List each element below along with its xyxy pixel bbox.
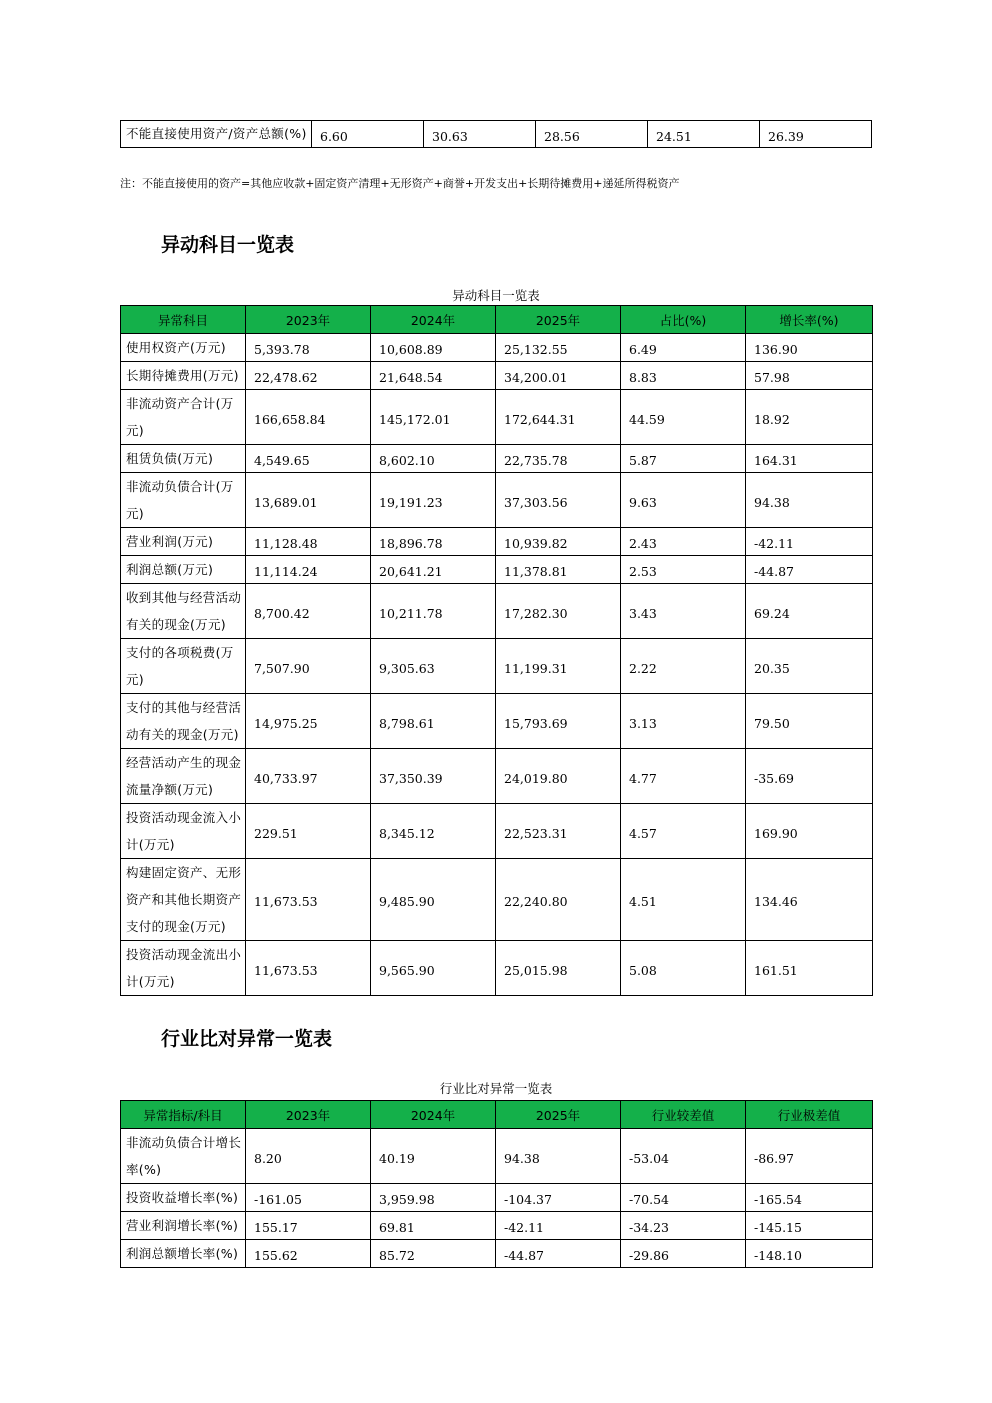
cell-value: 18,896.78 [371, 528, 496, 556]
table-row [121, 362, 873, 390]
cell-value: 8,700.42 [246, 584, 371, 639]
row-label: 投资活动现金流出小计(万元) [121, 941, 246, 996]
column-header: 行业极差值 [746, 1101, 873, 1129]
row-label: 投资活动现金流入小计(万元) [121, 804, 246, 859]
cell-value: 15,793.69 [496, 694, 621, 749]
column-header: 2025年 [496, 1101, 621, 1129]
cell-value: 164.31 [746, 445, 873, 473]
row-label: 利润总额(万元) [121, 556, 246, 584]
cell-value: -104.37 [496, 1184, 621, 1212]
cell-value: 11,673.53 [246, 941, 371, 996]
cell-value: 8,798.61 [371, 694, 496, 749]
column-header: 增长率(%) [746, 306, 873, 334]
cell-value: 8,345.12 [371, 804, 496, 859]
cell-value: 28.56 [536, 121, 648, 148]
cell-value: 5,393.78 [246, 334, 371, 362]
cell-value: 229.51 [246, 804, 371, 859]
table-row [121, 473, 873, 528]
row-label: 营业利润增长率(%) [121, 1212, 246, 1240]
cell-value: 37,350.39 [371, 749, 496, 804]
cell-value: 10,211.78 [371, 584, 496, 639]
row-label: 使用权资产(万元) [121, 334, 246, 362]
cell-value: -42.11 [496, 1212, 621, 1240]
row-label: 构建固定资产、无形资产和其他长期资产支付的现金(万元) [121, 859, 246, 941]
column-header: 2023年 [246, 1101, 371, 1129]
cell-value: 11,199.31 [496, 639, 621, 694]
row-label: 经营活动产生的现金流量净额(万元) [121, 749, 246, 804]
cell-value: 69.81 [371, 1212, 496, 1240]
cell-value: 6.49 [621, 334, 746, 362]
cell-value: 34,200.01 [496, 362, 621, 390]
cell-value: 25,132.55 [496, 334, 621, 362]
cell-value: 22,735.78 [496, 445, 621, 473]
cell-value: 94.38 [496, 1129, 621, 1184]
table-row [121, 121, 872, 148]
cell-value: 79.50 [746, 694, 873, 749]
cell-value: -44.87 [746, 556, 873, 584]
cell-value: 11,378.81 [496, 556, 621, 584]
cell-value: 2.53 [621, 556, 746, 584]
cell-value: 7,507.90 [246, 639, 371, 694]
cell-value: 25,015.98 [496, 941, 621, 996]
table-row [121, 1129, 873, 1184]
cell-value: 134.46 [746, 859, 873, 941]
table-row [121, 749, 873, 804]
cell-value: 13,689.01 [246, 473, 371, 528]
table-caption: 行业比对异常一览表 [439, 1081, 553, 1096]
table-row [121, 445, 873, 473]
row-label: 利润总额增长率(%) [121, 1240, 246, 1268]
row-label: 支付的各项税费(万元) [121, 639, 246, 694]
column-header: 行业较差值 [621, 1101, 746, 1129]
cell-value: 5.87 [621, 445, 746, 473]
cell-value: -34.23 [621, 1212, 746, 1240]
cell-value: 9,565.90 [371, 941, 496, 996]
row-label: 营业利润(万元) [121, 528, 246, 556]
cell-value: 18.92 [746, 390, 873, 445]
row-label: 非流动负债合计增长率(%) [121, 1129, 246, 1184]
table-row [121, 584, 873, 639]
cell-value: 24.51 [648, 121, 760, 148]
cell-value: 44.59 [621, 390, 746, 445]
cell-value: 20.35 [746, 639, 873, 694]
cell-value: 3,959.98 [371, 1184, 496, 1212]
cell-value: 40,733.97 [246, 749, 371, 804]
cell-value: 17,282.30 [496, 584, 621, 639]
table-row [121, 694, 873, 749]
cell-value: 14,975.25 [246, 694, 371, 749]
cell-value: 4,549.65 [246, 445, 371, 473]
cell-value: 37,303.56 [496, 473, 621, 528]
cell-value: 155.17 [246, 1212, 371, 1240]
cell-value: 24,019.80 [496, 749, 621, 804]
cell-value: -42.11 [746, 528, 873, 556]
table-row [121, 639, 873, 694]
column-header: 2025年 [496, 306, 621, 334]
cell-value: 21,648.54 [371, 362, 496, 390]
cell-value: -44.87 [496, 1240, 621, 1268]
cell-value: 172,644.31 [496, 390, 621, 445]
section-heading: 行业比对异常一览表 [161, 1028, 333, 1050]
cell-value: 20,641.21 [371, 556, 496, 584]
cell-value: 22,523.31 [496, 804, 621, 859]
cell-value: -35.69 [746, 749, 873, 804]
cell-value: 2.22 [621, 639, 746, 694]
cell-value: -165.54 [746, 1184, 873, 1212]
cell-value: 40.19 [371, 1129, 496, 1184]
cell-value: 11,128.48 [246, 528, 371, 556]
row-label: 长期待摊费用(万元) [121, 362, 246, 390]
cell-value: 8,602.10 [371, 445, 496, 473]
table-caption: 异动科目一览表 [452, 288, 540, 303]
column-header: 2024年 [371, 1101, 496, 1129]
cell-value: 30.63 [424, 121, 536, 148]
table-row [121, 556, 873, 584]
cell-value: 3.13 [621, 694, 746, 749]
table-row [121, 941, 873, 996]
table-row [121, 1212, 873, 1240]
column-header: 占比(%) [621, 306, 746, 334]
cell-value: 161.51 [746, 941, 873, 996]
column-header: 2024年 [371, 306, 496, 334]
cell-value: 8.20 [246, 1129, 371, 1184]
column-header: 异常科目 [121, 306, 246, 334]
section-heading: 异动科目一览表 [161, 234, 295, 256]
table-row [121, 804, 873, 859]
cell-value: 94.38 [746, 473, 873, 528]
cell-value: 3.43 [621, 584, 746, 639]
row-label: 收到其他与经营活动有关的现金(万元) [121, 584, 246, 639]
industry-comparison-table [120, 1100, 873, 1268]
cell-value: -86.97 [746, 1129, 873, 1184]
table-row [121, 390, 873, 445]
cell-value: 155.62 [246, 1240, 371, 1268]
cell-value: 8.83 [621, 362, 746, 390]
cell-value: 4.77 [621, 749, 746, 804]
cell-value: 19,191.23 [371, 473, 496, 528]
table-row [121, 859, 873, 941]
cell-value: 26.39 [760, 121, 872, 148]
footnote: 注：不能直接使用的资产=其他应收款+固定资产清理+无形资产+商誉+开发支出+长期待摊费用+递延所得税资产 [120, 177, 680, 190]
cell-value: 2.43 [621, 528, 746, 556]
column-header: 2023年 [246, 306, 371, 334]
cell-value: 10,608.89 [371, 334, 496, 362]
cell-value: 166,658.84 [246, 390, 371, 445]
cell-value: 10,939.82 [496, 528, 621, 556]
cell-value: 5.08 [621, 941, 746, 996]
cell-value: 57.98 [746, 362, 873, 390]
row-label: 不能直接使用资产/资产总额(%) [121, 121, 312, 148]
cell-value: -53.04 [621, 1129, 746, 1184]
abnormal-items-table [120, 305, 873, 996]
row-label: 投资收益增长率(%) [121, 1184, 246, 1212]
cell-value: 169.90 [746, 804, 873, 859]
cell-value: -145.15 [746, 1212, 873, 1240]
cell-value: 9,305.63 [371, 639, 496, 694]
table-row [121, 1184, 873, 1212]
table-row [121, 528, 873, 556]
cell-value: 69.24 [746, 584, 873, 639]
cell-value: 11,673.53 [246, 859, 371, 941]
cell-value: 11,114.24 [246, 556, 371, 584]
row-label: 支付的其他与经营活动有关的现金(万元) [121, 694, 246, 749]
cell-value: 9,485.90 [371, 859, 496, 941]
cell-value: 22,478.62 [246, 362, 371, 390]
cell-value: 22,240.80 [496, 859, 621, 941]
row-label: 租赁负债(万元) [121, 445, 246, 473]
cell-value: 145,172.01 [371, 390, 496, 445]
cell-value: 9.63 [621, 473, 746, 528]
cell-value: 136.90 [746, 334, 873, 362]
cell-value: -29.86 [621, 1240, 746, 1268]
table-row [121, 1240, 873, 1268]
cell-value: 85.72 [371, 1240, 496, 1268]
row-label: 非流动资产合计(万元) [121, 390, 246, 445]
cell-value: 6.60 [312, 121, 424, 148]
cell-value: -70.54 [621, 1184, 746, 1212]
header-row [121, 306, 873, 334]
column-header: 异常指标/科目 [121, 1101, 246, 1129]
header-row [121, 1101, 873, 1129]
cell-value: -148.10 [746, 1240, 873, 1268]
cell-value: 4.51 [621, 859, 746, 941]
cell-value: 4.57 [621, 804, 746, 859]
cell-value: -161.05 [246, 1184, 371, 1212]
top-metric-table [120, 120, 872, 148]
row-label: 非流动负债合计(万元) [121, 473, 246, 528]
table-row [121, 334, 873, 362]
